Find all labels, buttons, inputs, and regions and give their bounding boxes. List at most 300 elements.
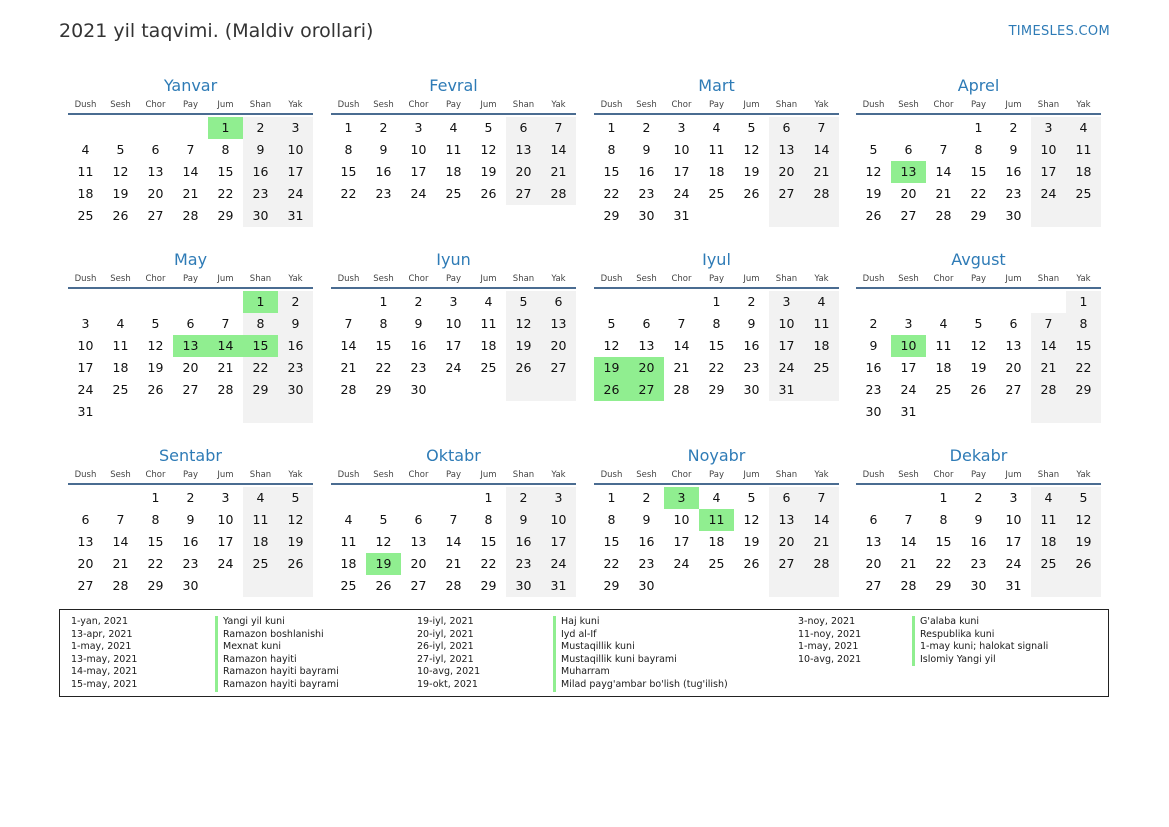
day-cell[interactable]: 19 [865, 186, 882, 201]
day-cell[interactable]: 6 [81, 512, 90, 527]
day-cell[interactable]: 4 [712, 120, 721, 135]
day-cell[interactable]: 27 [77, 578, 94, 593]
day-cell[interactable]: 4 [939, 316, 948, 331]
holiday-day[interactable]: 13 [891, 161, 926, 183]
day-cell[interactable]: 2 [974, 490, 983, 505]
day-cell[interactable]: 7 [904, 512, 913, 527]
day-cell[interactable]: 6 [642, 316, 651, 331]
day-cell[interactable]: 21 [182, 186, 199, 201]
day-cell[interactable]: 19 [278, 531, 313, 553]
day-cell[interactable]: 17 [77, 360, 94, 375]
day-cell[interactable]: 30 [638, 578, 655, 593]
day-cell[interactable]: 27 [147, 208, 164, 223]
day-cell[interactable]: 20 [541, 335, 576, 357]
day-cell[interactable]: 30 [410, 382, 427, 397]
day-cell[interactable]: 21 [804, 531, 839, 553]
day-cell[interactable]: 8 [607, 142, 616, 157]
day-cell[interactable]: 23 [743, 360, 760, 375]
day-cell[interactable]: 13 [1005, 338, 1022, 353]
day-cell[interactable]: 15 [375, 338, 392, 353]
day-cell[interactable]: 4 [81, 142, 90, 157]
day-cell[interactable]: 27 [541, 357, 576, 379]
day-cell[interactable]: 30 [638, 208, 655, 223]
day-cell[interactable]: 5 [607, 316, 616, 331]
day-cell[interactable]: 12 [603, 338, 620, 353]
day-cell[interactable]: 26 [743, 556, 760, 571]
day-cell[interactable]: 12 [506, 313, 541, 335]
day-cell[interactable]: 8 [379, 316, 388, 331]
day-cell[interactable]: 1 [939, 490, 948, 505]
day-cell[interactable]: 25 [708, 556, 725, 571]
day-cell[interactable]: 24 [769, 357, 804, 379]
day-cell[interactable]: 12 [480, 142, 497, 157]
day-cell[interactable]: 13 [865, 534, 882, 549]
day-cell[interactable]: 10 [673, 142, 690, 157]
day-cell[interactable]: 20 [182, 360, 199, 375]
holiday-day[interactable]: 1 [243, 291, 278, 313]
day-cell[interactable]: 7 [677, 316, 686, 331]
day-cell[interactable]: 11 [935, 338, 952, 353]
day-cell[interactable]: 1 [607, 120, 616, 135]
day-cell[interactable]: 10 [1031, 139, 1066, 161]
day-cell[interactable]: 26 [278, 553, 313, 575]
day-cell[interactable]: 4 [1066, 117, 1101, 139]
day-cell[interactable]: 24 [673, 186, 690, 201]
day-cell[interactable]: 30 [243, 205, 278, 227]
day-cell[interactable]: 5 [974, 316, 983, 331]
day-cell[interactable]: 28 [804, 553, 839, 575]
day-cell[interactable]: 21 [1031, 357, 1066, 379]
day-cell[interactable]: 26 [1066, 553, 1101, 575]
day-cell[interactable]: 7 [541, 117, 576, 139]
day-cell[interactable]: 28 [340, 382, 357, 397]
day-cell[interactable]: 21 [935, 186, 952, 201]
day-cell[interactable]: 15 [708, 338, 725, 353]
day-cell[interactable]: 14 [340, 338, 357, 353]
holiday-day[interactable]: 13 [173, 335, 208, 357]
day-cell[interactable]: 10 [278, 139, 313, 161]
day-cell[interactable]: 27 [769, 553, 804, 575]
day-cell[interactable]: 9 [414, 316, 423, 331]
day-cell[interactable]: 24 [673, 556, 690, 571]
day-cell[interactable]: 26 [970, 382, 987, 397]
day-cell[interactable]: 4 [712, 490, 721, 505]
day-cell[interactable]: 24 [445, 360, 462, 375]
day-cell[interactable]: 23 [638, 556, 655, 571]
day-cell[interactable]: 19 [970, 360, 987, 375]
day-cell[interactable]: 22 [935, 556, 952, 571]
day-cell[interactable]: 1 [379, 294, 388, 309]
day-cell[interactable]: 6 [414, 512, 423, 527]
day-cell[interactable]: 29 [603, 208, 620, 223]
day-cell[interactable]: 19 [480, 164, 497, 179]
day-cell[interactable]: 18 [112, 360, 129, 375]
day-cell[interactable]: 12 [1066, 509, 1101, 531]
day-cell[interactable]: 28 [673, 382, 690, 397]
day-cell[interactable]: 23 [243, 183, 278, 205]
day-cell[interactable]: 30 [865, 404, 882, 419]
day-cell[interactable]: 3 [769, 291, 804, 313]
day-cell[interactable]: 31 [77, 404, 94, 419]
day-cell[interactable]: 13 [638, 338, 655, 353]
day-cell[interactable]: 22 [147, 556, 164, 571]
day-cell[interactable]: 25 [243, 553, 278, 575]
day-cell[interactable]: 21 [445, 556, 462, 571]
day-cell[interactable]: 12 [970, 338, 987, 353]
day-cell[interactable]: 10 [769, 313, 804, 335]
day-cell[interactable]: 20 [77, 556, 94, 571]
day-cell[interactable]: 11 [445, 142, 462, 157]
day-cell[interactable]: 20 [410, 556, 427, 571]
day-cell[interactable]: 17 [673, 534, 690, 549]
day-cell[interactable]: 3 [541, 487, 576, 509]
holiday-day[interactable]: 19 [366, 553, 401, 575]
day-cell[interactable]: 14 [445, 534, 462, 549]
day-cell[interactable]: 3 [449, 294, 458, 309]
day-cell[interactable]: 12 [278, 509, 313, 531]
day-cell[interactable]: 2 [642, 120, 651, 135]
day-cell[interactable]: 25 [1066, 183, 1101, 205]
day-cell[interactable]: 24 [278, 183, 313, 205]
day-cell[interactable]: 4 [449, 120, 458, 135]
holiday-day[interactable]: 19 [594, 357, 629, 379]
day-cell[interactable]: 3 [278, 117, 313, 139]
day-cell[interactable]: 4 [484, 294, 493, 309]
day-cell[interactable]: 1 [484, 490, 493, 505]
day-cell[interactable]: 8 [243, 313, 278, 335]
day-cell[interactable]: 5 [747, 490, 756, 505]
day-cell[interactable]: 2 [243, 117, 278, 139]
day-cell[interactable]: 23 [278, 357, 313, 379]
day-cell[interactable]: 5 [151, 316, 160, 331]
day-cell[interactable]: 27 [900, 208, 917, 223]
day-cell[interactable]: 19 [506, 335, 541, 357]
day-cell[interactable]: 10 [445, 316, 462, 331]
day-cell[interactable]: 20 [865, 556, 882, 571]
day-cell[interactable]: 13 [147, 164, 164, 179]
day-cell[interactable]: 16 [638, 534, 655, 549]
day-cell[interactable]: 15 [935, 534, 952, 549]
day-cell[interactable]: 30 [743, 382, 760, 397]
day-cell[interactable]: 14 [673, 338, 690, 353]
day-cell[interactable]: 22 [603, 556, 620, 571]
day-cell[interactable]: 24 [1005, 556, 1022, 571]
day-cell[interactable]: 16 [278, 335, 313, 357]
day-cell[interactable]: 26 [506, 357, 541, 379]
day-cell[interactable]: 25 [112, 382, 129, 397]
day-cell[interactable]: 8 [221, 142, 230, 157]
day-cell[interactable]: 24 [77, 382, 94, 397]
day-cell[interactable]: 10 [541, 509, 576, 531]
day-cell[interactable]: 28 [541, 183, 576, 205]
day-cell[interactable]: 9 [243, 139, 278, 161]
day-cell[interactable]: 29 [217, 208, 234, 223]
day-cell[interactable]: 3 [904, 316, 913, 331]
day-cell[interactable]: 4 [116, 316, 125, 331]
day-cell[interactable]: 7 [186, 142, 195, 157]
day-cell[interactable]: 17 [1005, 534, 1022, 549]
day-cell[interactable]: 17 [1031, 161, 1066, 183]
day-cell[interactable]: 7 [116, 512, 125, 527]
day-cell[interactable]: 17 [900, 360, 917, 375]
day-cell[interactable]: 30 [278, 379, 313, 401]
day-cell[interactable]: 13 [77, 534, 94, 549]
day-cell[interactable]: 3 [1031, 117, 1066, 139]
day-cell[interactable]: 17 [673, 164, 690, 179]
day-cell[interactable]: 21 [340, 360, 357, 375]
day-cell[interactable]: 29 [603, 578, 620, 593]
day-cell[interactable]: 25 [445, 186, 462, 201]
day-cell[interactable]: 29 [147, 578, 164, 593]
day-cell[interactable]: 11 [1031, 509, 1066, 531]
day-cell[interactable]: 18 [935, 360, 952, 375]
day-cell[interactable]: 27 [410, 578, 427, 593]
day-cell[interactable]: 6 [186, 316, 195, 331]
day-cell[interactable]: 23 [638, 186, 655, 201]
day-cell[interactable]: 11 [1066, 139, 1101, 161]
day-cell[interactable]: 22 [243, 357, 278, 379]
day-cell[interactable]: 3 [1009, 490, 1018, 505]
day-cell[interactable]: 7 [221, 316, 230, 331]
day-cell[interactable]: 24 [900, 382, 917, 397]
day-cell[interactable]: 19 [147, 360, 164, 375]
day-cell[interactable]: 6 [506, 117, 541, 139]
holiday-day[interactable]: 20 [629, 357, 664, 379]
day-cell[interactable]: 15 [340, 164, 357, 179]
day-cell[interactable]: 10 [1005, 512, 1022, 527]
day-cell[interactable]: 28 [1031, 379, 1066, 401]
day-cell[interactable]: 16 [243, 161, 278, 183]
day-cell[interactable]: 30 [1005, 208, 1022, 223]
day-cell[interactable]: 30 [182, 578, 199, 593]
day-cell[interactable]: 10 [673, 512, 690, 527]
day-cell[interactable]: 28 [445, 578, 462, 593]
day-cell[interactable]: 5 [1066, 487, 1101, 509]
day-cell[interactable]: 19 [1066, 531, 1101, 553]
day-cell[interactable]: 21 [112, 556, 129, 571]
day-cell[interactable]: 7 [1031, 313, 1066, 335]
day-cell[interactable]: 23 [865, 382, 882, 397]
day-cell[interactable]: 26 [375, 578, 392, 593]
day-cell[interactable]: 8 [939, 512, 948, 527]
day-cell[interactable]: 25 [708, 186, 725, 201]
day-cell[interactable]: 6 [769, 117, 804, 139]
day-cell[interactable]: 19 [743, 534, 760, 549]
day-cell[interactable]: 31 [1005, 578, 1022, 593]
day-cell[interactable]: 24 [217, 556, 234, 571]
day-cell[interactable]: 8 [974, 142, 983, 157]
day-cell[interactable]: 18 [708, 534, 725, 549]
day-cell[interactable]: 9 [974, 512, 983, 527]
day-cell[interactable]: 22 [970, 186, 987, 201]
day-cell[interactable]: 20 [900, 186, 917, 201]
day-cell[interactable]: 28 [804, 183, 839, 205]
day-cell[interactable]: 1 [151, 490, 160, 505]
day-cell[interactable]: 1 [1066, 291, 1101, 313]
day-cell[interactable]: 22 [603, 186, 620, 201]
day-cell[interactable]: 3 [221, 490, 230, 505]
day-cell[interactable]: 3 [81, 316, 90, 331]
day-cell[interactable]: 21 [673, 360, 690, 375]
day-cell[interactable]: 8 [484, 512, 493, 527]
day-cell[interactable]: 6 [904, 142, 913, 157]
day-cell[interactable]: 9 [642, 512, 651, 527]
day-cell[interactable]: 2 [1009, 120, 1018, 135]
day-cell[interactable]: 15 [603, 164, 620, 179]
day-cell[interactable]: 14 [900, 534, 917, 549]
day-cell[interactable]: 5 [278, 487, 313, 509]
day-cell[interactable]: 17 [769, 335, 804, 357]
day-cell[interactable]: 27 [865, 578, 882, 593]
day-cell[interactable]: 2 [642, 490, 651, 505]
day-cell[interactable]: 15 [147, 534, 164, 549]
day-cell[interactable]: 14 [935, 164, 952, 179]
day-cell[interactable]: 4 [243, 487, 278, 509]
day-cell[interactable]: 31 [769, 379, 804, 401]
day-cell[interactable]: 16 [1005, 164, 1022, 179]
holiday-day[interactable]: 11 [699, 509, 734, 531]
day-cell[interactable]: 12 [147, 338, 164, 353]
day-cell[interactable]: 24 [541, 553, 576, 575]
day-cell[interactable]: 16 [743, 338, 760, 353]
day-cell[interactable]: 8 [607, 512, 616, 527]
day-cell[interactable]: 6 [151, 142, 160, 157]
day-cell[interactable]: 14 [1031, 335, 1066, 357]
day-cell[interactable]: 29 [970, 208, 987, 223]
day-cell[interactable]: 10 [77, 338, 94, 353]
holiday-day[interactable]: 3 [664, 487, 699, 509]
day-cell[interactable]: 22 [708, 360, 725, 375]
day-cell[interactable]: 1 [344, 120, 353, 135]
day-cell[interactable]: 8 [712, 316, 721, 331]
day-cell[interactable]: 18 [708, 164, 725, 179]
day-cell[interactable]: 23 [375, 186, 392, 201]
site-link[interactable]: TIMESLES.COM [1008, 24, 1110, 39]
day-cell[interactable]: 19 [112, 186, 129, 201]
day-cell[interactable]: 9 [747, 316, 756, 331]
day-cell[interactable]: 11 [243, 509, 278, 531]
day-cell[interactable]: 13 [410, 534, 427, 549]
day-cell[interactable]: 11 [708, 142, 725, 157]
day-cell[interactable]: 12 [743, 512, 760, 527]
day-cell[interactable]: 18 [480, 338, 497, 353]
day-cell[interactable]: 22 [375, 360, 392, 375]
day-cell[interactable]: 9 [869, 338, 878, 353]
day-cell[interactable]: 30 [506, 575, 541, 597]
day-cell[interactable]: 5 [379, 512, 388, 527]
day-cell[interactable]: 7 [804, 117, 839, 139]
day-cell[interactable]: 11 [340, 534, 357, 549]
day-cell[interactable]: 15 [1066, 335, 1101, 357]
day-cell[interactable]: 10 [410, 142, 427, 157]
day-cell[interactable]: 18 [340, 556, 357, 571]
day-cell[interactable]: 2 [278, 291, 313, 313]
day-cell[interactable]: 30 [970, 578, 987, 593]
day-cell[interactable]: 7 [449, 512, 458, 527]
day-cell[interactable]: 21 [804, 161, 839, 183]
day-cell[interactable]: 21 [541, 161, 576, 183]
day-cell[interactable]: 27 [506, 183, 541, 205]
day-cell[interactable]: 6 [1009, 316, 1018, 331]
day-cell[interactable]: 15 [480, 534, 497, 549]
day-cell[interactable]: 28 [900, 578, 917, 593]
day-cell[interactable]: 21 [900, 556, 917, 571]
day-cell[interactable]: 28 [182, 208, 199, 223]
day-cell[interactable]: 2 [379, 120, 388, 135]
day-cell[interactable]: 26 [865, 208, 882, 223]
day-cell[interactable]: 28 [217, 382, 234, 397]
day-cell[interactable]: 16 [375, 164, 392, 179]
day-cell[interactable]: 12 [375, 534, 392, 549]
day-cell[interactable]: 13 [769, 509, 804, 531]
day-cell[interactable]: 2 [186, 490, 195, 505]
day-cell[interactable]: 20 [1005, 360, 1022, 375]
day-cell[interactable]: 11 [112, 338, 129, 353]
day-cell[interactable]: 26 [480, 186, 497, 201]
day-cell[interactable]: 1 [712, 294, 721, 309]
day-cell[interactable]: 13 [769, 139, 804, 161]
day-cell[interactable]: 26 [147, 382, 164, 397]
day-cell[interactable]: 16 [638, 164, 655, 179]
day-cell[interactable]: 9 [278, 313, 313, 335]
day-cell[interactable]: 11 [77, 164, 94, 179]
day-cell[interactable]: 5 [747, 120, 756, 135]
day-cell[interactable]: 29 [935, 578, 952, 593]
day-cell[interactable]: 21 [217, 360, 234, 375]
holiday-day[interactable]: 1 [208, 117, 243, 139]
day-cell[interactable]: 4 [344, 512, 353, 527]
day-cell[interactable]: 31 [900, 404, 917, 419]
day-cell[interactable]: 17 [278, 161, 313, 183]
day-cell[interactable]: 9 [186, 512, 195, 527]
day-cell[interactable]: 22 [480, 556, 497, 571]
holiday-day[interactable]: 10 [891, 335, 926, 357]
day-cell[interactable]: 22 [1066, 357, 1101, 379]
day-cell[interactable]: 5 [484, 120, 493, 135]
day-cell[interactable]: 3 [414, 120, 423, 135]
day-cell[interactable]: 20 [147, 186, 164, 201]
day-cell[interactable]: 19 [743, 164, 760, 179]
day-cell[interactable]: 4 [1031, 487, 1066, 509]
day-cell[interactable]: 23 [1005, 186, 1022, 201]
day-cell[interactable]: 16 [410, 338, 427, 353]
day-cell[interactable]: 20 [769, 531, 804, 553]
day-cell[interactable]: 23 [410, 360, 427, 375]
day-cell[interactable]: 9 [642, 142, 651, 157]
day-cell[interactable]: 9 [1009, 142, 1018, 157]
day-cell[interactable]: 14 [182, 164, 199, 179]
day-cell[interactable]: 28 [935, 208, 952, 223]
day-cell[interactable]: 13 [506, 139, 541, 161]
day-cell[interactable]: 25 [1031, 553, 1066, 575]
day-cell[interactable]: 6 [869, 512, 878, 527]
day-cell[interactable]: 8 [1066, 313, 1101, 335]
day-cell[interactable]: 7 [939, 142, 948, 157]
day-cell[interactable]: 8 [151, 512, 160, 527]
day-cell[interactable]: 7 [804, 487, 839, 509]
day-cell[interactable]: 24 [410, 186, 427, 201]
day-cell[interactable]: 8 [344, 142, 353, 157]
day-cell[interactable]: 27 [1005, 382, 1022, 397]
day-cell[interactable]: 11 [480, 316, 497, 331]
day-cell[interactable]: 18 [243, 531, 278, 553]
day-cell[interactable]: 28 [112, 578, 129, 593]
day-cell[interactable]: 29 [243, 379, 278, 401]
day-cell[interactable]: 18 [1031, 531, 1066, 553]
day-cell[interactable]: 16 [182, 534, 199, 549]
day-cell[interactable]: 29 [480, 578, 497, 593]
day-cell[interactable]: 9 [506, 509, 541, 531]
